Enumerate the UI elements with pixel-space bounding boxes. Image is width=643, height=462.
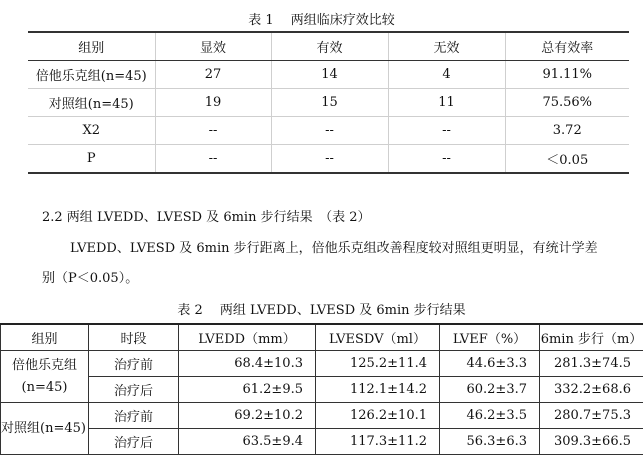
table2-header-cell: LVEF（%） (440, 324, 540, 351)
table-cell: -- (388, 117, 505, 145)
table-cell: 125.2±11.4 (316, 351, 440, 377)
table2-lv-results (0, 323, 643, 455)
table-cell: 治疗前 (89, 403, 179, 429)
table-cell: 63.5±9.4 (179, 429, 316, 455)
table1-caption: 表 1 两组临床疗效比较 (248, 13, 395, 28)
table1-clinical-efficacy (28, 31, 629, 174)
table-cell: 46.2±3.5 (440, 403, 540, 429)
table1-header-row (28, 32, 629, 61)
table-cell: 倍他乐克组(n=45) (28, 61, 155, 89)
table-cell: 60.2±3.7 (440, 377, 540, 403)
group-size: (n=45) (21, 379, 68, 395)
paragraph-line-1: LVEDD、LVESD 及 6min 步行距离上，倍他乐克组改善程度较对照组更明显，有统计学差 (70, 241, 598, 256)
table-row (28, 89, 629, 117)
table-cell: 4 (388, 61, 505, 89)
table2-header-row (1, 324, 643, 351)
table-row (28, 117, 629, 145)
table2-header-cell: LVEDD（mm） (179, 324, 316, 351)
table1-header-cell: 无效 (388, 32, 505, 61)
table-cell: 69.2±10.2 (179, 403, 316, 429)
table-cell: 3.72 (505, 117, 629, 145)
table-cell: 治疗后 (89, 377, 179, 403)
table-cell: 19 (155, 89, 271, 117)
table-cell: 治疗后 (89, 429, 179, 455)
table-cell: 281.3±74.5 (540, 351, 643, 377)
table-cell: 117.3±11.2 (316, 429, 440, 455)
table-cell: 75.56% (505, 89, 629, 117)
table-cell: ＜0.05 (505, 145, 629, 174)
table-cell: 14 (271, 61, 388, 89)
table-cell: -- (271, 117, 388, 145)
table-cell: 11 (388, 89, 505, 117)
table2-header-cell: 6min 步行（m） (540, 324, 643, 351)
table-cell: 126.2±10.1 (316, 403, 440, 429)
table1-header-cell: 组别 (28, 32, 155, 61)
table-cell: 对照组(n=45) (28, 89, 155, 117)
table-cell: -- (155, 117, 271, 145)
table-cell: 44.6±3.3 (440, 351, 540, 377)
table-cell: 91.11% (505, 61, 629, 89)
table-cell: 332.2±68.6 (540, 377, 643, 403)
table-row (28, 61, 629, 89)
table-cell: 56.3±6.3 (440, 429, 540, 455)
table-cell: -- (155, 145, 271, 174)
table1-header-cell: 有效 (271, 32, 388, 61)
table-cell: 27 (155, 61, 271, 89)
table-cell: 112.1±14.2 (316, 377, 440, 403)
table-cell: 15 (271, 89, 388, 117)
table-row (28, 145, 629, 174)
group-name: 倍他乐克组 (11, 357, 77, 373)
table2-caption: 表 2 两组 LVEDD、LVESD 及 6min 步行结果 (177, 303, 466, 318)
table-cell: 309.3±66.5 (540, 429, 643, 455)
table-row (1, 429, 643, 455)
table-cell: 280.7±75.3 (540, 403, 643, 429)
table-row (1, 351, 643, 377)
table2-header-cell: 时段 (89, 324, 179, 351)
paragraph-line-2: 别（P＜0.05）。 (42, 271, 139, 286)
table1-header-cell: 显效 (155, 32, 271, 61)
table-cell: 61.2±9.5 (179, 377, 316, 403)
table1-header-cell: 总有效率 (505, 32, 629, 61)
group-cell (1, 403, 89, 455)
table-row (1, 403, 643, 429)
table-cell: P (28, 145, 155, 174)
table-cell: 68.4±10.3 (179, 351, 316, 377)
group-name: 对照组(n=45) (1, 420, 86, 436)
table-cell: -- (271, 145, 388, 174)
section-heading: 2.2 两组 LVEDD、LVESD 及 6min 步行结果 （表 2） (42, 210, 371, 225)
table-cell: -- (388, 145, 505, 174)
table-cell: X2 (28, 117, 155, 145)
table2-header-cell: 组别 (1, 324, 89, 351)
table2-header-cell: LVESDV（ml） (316, 324, 440, 351)
table-row (1, 377, 643, 403)
table-cell: 治疗前 (89, 351, 179, 377)
group-cell (1, 351, 89, 403)
